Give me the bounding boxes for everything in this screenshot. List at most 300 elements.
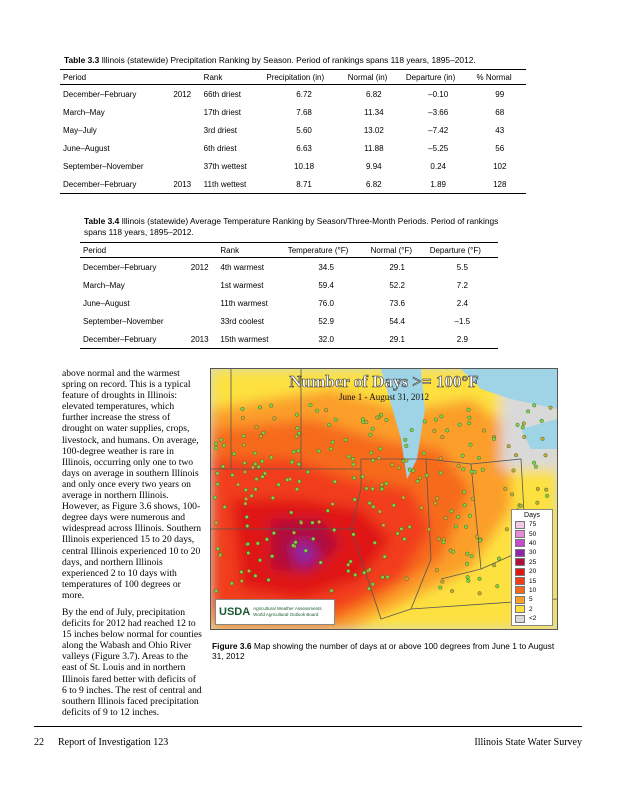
station-marker <box>240 579 244 583</box>
year-cell: 2013 <box>188 330 218 349</box>
station-marker <box>441 580 445 584</box>
year-cell <box>170 157 200 175</box>
station-marker <box>437 537 441 541</box>
departure-cell: 2.4 <box>456 298 468 308</box>
precip-cell: 6.63 <box>296 143 312 153</box>
station-marker <box>465 562 469 566</box>
departure-cell: 1.89 <box>403 175 474 194</box>
period-cell: December–February <box>80 330 188 349</box>
station-marker <box>319 561 323 565</box>
station-marker <box>255 477 259 481</box>
period-cell: March–May <box>63 107 105 117</box>
station-marker <box>327 423 331 427</box>
station-marker <box>368 501 372 505</box>
station-marker <box>464 525 468 529</box>
station-marker <box>482 429 486 433</box>
station-marker <box>425 474 429 478</box>
station-marker <box>467 421 471 425</box>
station-marker <box>496 584 500 588</box>
col-pct-normal: % Normal <box>474 70 527 85</box>
station-marker <box>289 511 293 515</box>
station-marker <box>315 409 319 413</box>
station-marker <box>378 510 382 514</box>
station-marker <box>439 471 443 475</box>
departure-cell: –7.42 <box>428 125 449 135</box>
normal-cell: 54.4 <box>389 316 405 326</box>
table-row <box>60 157 526 175</box>
station-marker <box>245 524 249 528</box>
col-departure: Departure (°F) <box>427 243 498 258</box>
station-marker <box>330 589 334 593</box>
year-cell <box>170 103 200 121</box>
station-marker <box>297 449 301 453</box>
station-marker <box>277 483 281 487</box>
legend-swatch <box>515 558 525 566</box>
table-row <box>60 139 526 157</box>
station-marker <box>288 477 292 481</box>
station-marker <box>439 457 443 461</box>
precip-cell: 10.18 <box>294 161 315 171</box>
station-marker <box>362 571 366 575</box>
station-marker <box>269 404 273 408</box>
station-marker <box>351 457 355 461</box>
figure-label: Figure 3.6 <box>212 641 252 651</box>
station-marker <box>435 568 439 572</box>
legend-label: 40 <box>529 539 537 547</box>
table-row <box>80 330 498 349</box>
station-marker <box>297 480 301 484</box>
legend-item <box>515 595 549 604</box>
station-marker <box>385 482 389 486</box>
table-row <box>60 175 526 194</box>
station-marker <box>465 552 469 556</box>
station-marker <box>295 487 299 491</box>
station-marker <box>400 527 404 531</box>
table-header-row <box>60 70 526 85</box>
station-marker <box>457 464 461 468</box>
station-marker <box>492 563 496 567</box>
station-marker <box>456 515 460 519</box>
station-marker <box>317 449 321 453</box>
station-marker <box>243 470 247 474</box>
station-marker <box>291 544 295 548</box>
legend-item <box>515 605 549 614</box>
normal-cell: 29.1 <box>389 262 405 272</box>
normal-cell: 9.94 <box>366 161 382 171</box>
station-marker <box>377 456 381 460</box>
station-marker <box>541 437 545 441</box>
station-marker <box>423 420 427 424</box>
station-marker <box>497 557 501 561</box>
station-marker <box>408 525 412 529</box>
station-marker <box>440 415 444 419</box>
legend-label: 15 <box>529 577 537 585</box>
legend-label: <2 <box>529 615 537 623</box>
station-marker <box>478 592 482 596</box>
col-normal: Normal (°F) <box>368 243 427 258</box>
departure-cell: –3.66 <box>428 107 449 117</box>
station-marker <box>240 570 244 574</box>
station-marker <box>334 418 338 422</box>
station-marker <box>258 558 262 562</box>
station-marker <box>451 550 455 554</box>
station-marker <box>461 454 465 458</box>
station-marker <box>470 554 474 558</box>
station-marker <box>311 537 315 541</box>
station-marker <box>261 475 265 479</box>
station-marker <box>243 461 247 465</box>
station-marker <box>526 410 530 414</box>
year-cell <box>188 276 218 294</box>
station-marker <box>380 483 384 487</box>
station-marker <box>512 469 516 473</box>
pct-normal-cell: 43 <box>495 125 505 135</box>
station-marker <box>463 503 467 507</box>
legend-item <box>515 548 549 557</box>
station-marker <box>418 476 422 480</box>
station-marker <box>410 428 414 432</box>
legend-label: 5 <box>529 596 533 604</box>
rank-cell: 15th warmest <box>217 330 284 349</box>
period-cell: June–August <box>63 143 110 153</box>
station-marker <box>244 502 248 506</box>
station-marker <box>470 470 474 474</box>
station-marker <box>391 463 395 467</box>
station-marker <box>254 488 258 492</box>
station-marker <box>514 453 518 457</box>
temperature-cell: 52.9 <box>318 316 334 326</box>
normal-cell: 11.34 <box>364 107 384 117</box>
station-marker <box>427 528 431 532</box>
station-marker <box>469 443 473 447</box>
table-3-3 <box>60 69 526 194</box>
legend-item <box>515 586 549 595</box>
station-marker <box>296 426 300 430</box>
station-marker <box>230 582 234 586</box>
station-marker <box>368 568 372 572</box>
station-marker <box>462 490 466 494</box>
year-cell <box>170 139 200 157</box>
station-marker <box>247 551 251 555</box>
station-marker <box>244 488 248 492</box>
station-marker <box>317 520 321 524</box>
station-marker <box>216 472 220 476</box>
table-3-4-label: Table 3.4 <box>84 216 120 226</box>
station-marker <box>420 506 424 510</box>
map-subtitle: June 1 - August 31, 2012 <box>339 392 429 402</box>
station-marker <box>522 422 526 426</box>
station-marker <box>236 483 240 487</box>
station-marker <box>381 575 385 579</box>
station-marker <box>273 417 277 421</box>
station-marker <box>367 587 371 591</box>
station-marker <box>492 437 496 441</box>
station-marker <box>271 496 275 500</box>
col-period: Period <box>60 70 201 85</box>
col-rank: Rank <box>201 70 264 85</box>
station-marker <box>383 555 387 559</box>
station-marker <box>219 438 223 442</box>
departure-cell: 0.24 <box>430 161 446 171</box>
station-marker <box>221 465 225 469</box>
rank-cell: 6th driest <box>203 143 237 153</box>
normal-cell: 6.82 <box>345 175 403 194</box>
station-marker <box>269 456 273 460</box>
station-marker <box>245 515 249 519</box>
year-cell: 2012 <box>173 89 192 99</box>
station-marker <box>247 569 251 573</box>
period-cell: September–November <box>63 161 144 171</box>
period-cell: June–August <box>83 298 130 308</box>
station-marker <box>405 577 409 581</box>
pct-normal-cell: 68 <box>495 107 505 117</box>
station-marker <box>540 419 544 423</box>
station-marker <box>521 426 525 430</box>
station-marker <box>258 406 262 410</box>
station-marker <box>216 482 220 486</box>
rank-cell: 11th wettest <box>201 175 264 194</box>
legend-swatch <box>515 568 525 576</box>
station-marker <box>371 487 375 491</box>
station-marker <box>467 408 471 412</box>
station-marker <box>256 542 260 546</box>
station-marker <box>468 514 472 518</box>
station-marker <box>519 504 523 508</box>
station-marker <box>250 494 254 498</box>
station-marker <box>246 542 250 546</box>
period-cell: December–February <box>83 262 157 272</box>
year-cell <box>188 294 218 312</box>
station-marker <box>297 432 301 436</box>
period-cell: December–February <box>63 89 137 99</box>
col-departure: Departure (in) <box>403 70 474 85</box>
station-marker <box>232 452 236 456</box>
rank-cell: 3rd driest <box>203 125 238 135</box>
station-marker <box>380 487 384 491</box>
precip-cell: 8.71 <box>263 175 344 194</box>
station-marker <box>331 502 335 506</box>
station-marker <box>347 569 351 573</box>
rank-cell: 4th warmest <box>220 262 264 272</box>
station-marker <box>373 541 377 545</box>
station-marker <box>403 537 407 541</box>
station-marker <box>353 498 357 502</box>
normal-cell: 13.02 <box>363 125 384 135</box>
footer-agency: Illinois State Water Survey <box>474 737 582 748</box>
year-cell: 2013 <box>170 175 200 194</box>
station-marker <box>295 413 299 417</box>
period-cell: December–February <box>60 175 170 194</box>
station-marker <box>352 476 356 480</box>
rank-cell: 33rd coolest <box>220 316 264 326</box>
station-marker <box>450 589 454 593</box>
table-row <box>60 121 526 139</box>
station-marker <box>382 523 386 527</box>
station-marker <box>505 528 509 532</box>
station-marker <box>405 459 409 463</box>
station-marker <box>392 504 396 508</box>
station-marker <box>347 455 351 459</box>
station-marker <box>333 480 337 484</box>
rank-cell: 37th wettest <box>203 161 247 171</box>
station-marker <box>408 468 412 472</box>
station-marker <box>536 501 540 505</box>
usda-logo-text: USDA <box>219 606 251 618</box>
station-marker <box>477 456 481 460</box>
station-marker <box>270 554 274 558</box>
table-3-3-label: Table 3.3 <box>64 55 100 65</box>
col-rank: Rank <box>217 243 284 258</box>
rank-cell: 11th warmest <box>220 298 268 308</box>
table-3-4-caption <box>84 216 504 238</box>
legend-swatch <box>515 605 525 613</box>
station-marker <box>349 560 353 564</box>
precip-cell: 7.68 <box>296 107 312 117</box>
legend-swatch <box>515 596 525 604</box>
footer-rule <box>34 726 582 727</box>
station-marker <box>260 460 264 464</box>
legend-label: 25 <box>529 558 537 566</box>
station-marker <box>292 531 296 535</box>
station-marker <box>294 541 298 545</box>
legend-label: 30 <box>529 549 537 557</box>
temperature-cell: 59.4 <box>318 280 334 290</box>
legend-item <box>515 558 549 567</box>
station-marker <box>475 535 479 539</box>
station-marker <box>458 423 462 427</box>
table-header-row <box>80 243 498 258</box>
pct-normal-cell: 99 <box>495 89 505 99</box>
station-marker <box>365 487 369 491</box>
station-marker <box>253 451 257 455</box>
days-100f-map <box>211 369 557 629</box>
map-title: Number of Days >= 100°F <box>289 372 479 391</box>
station-marker <box>254 574 258 578</box>
figure-caption <box>212 641 558 661</box>
station-marker <box>309 403 313 407</box>
station-marker <box>214 446 218 450</box>
temperature-cell: 32.0 <box>285 330 368 349</box>
station-marker <box>397 466 401 470</box>
legend-label: 2 <box>529 605 533 613</box>
pct-normal-cell: 56 <box>495 143 505 153</box>
station-marker <box>504 487 508 491</box>
station-marker <box>462 467 466 471</box>
station-marker <box>442 540 446 544</box>
normal-cell: 52.2 <box>389 280 405 290</box>
figure-caption-text: Map showing the number of days at or above 100 degrees from June 1 to August 31, 2012 <box>212 641 555 661</box>
station-marker <box>371 582 375 586</box>
station-marker <box>222 444 226 448</box>
station-marker <box>471 497 475 501</box>
station-marker <box>306 470 310 474</box>
station-marker <box>304 549 308 553</box>
temperature-cell: 76.0 <box>318 298 334 308</box>
table-row <box>80 276 498 294</box>
station-marker <box>396 532 400 536</box>
station-marker <box>344 438 348 442</box>
legend-item <box>515 529 549 538</box>
station-marker <box>532 461 536 465</box>
station-marker <box>433 429 437 433</box>
legend-swatch <box>515 549 525 557</box>
station-marker <box>241 407 245 411</box>
rank-cell: 66th driest <box>203 89 242 99</box>
station-marker <box>385 418 389 422</box>
station-marker <box>259 435 263 439</box>
station-marker <box>510 493 514 497</box>
station-marker <box>444 516 448 520</box>
station-marker <box>311 521 315 525</box>
table-row <box>80 312 498 330</box>
station-marker <box>371 427 375 431</box>
station-marker <box>290 461 294 465</box>
station-marker <box>516 423 520 427</box>
period-cell: September–November <box>83 316 164 326</box>
station-marker <box>352 463 356 467</box>
station-marker <box>435 497 439 501</box>
station-marker <box>214 442 218 446</box>
station-marker <box>262 431 266 435</box>
table-3-4 <box>80 242 498 349</box>
table-row <box>60 85 526 104</box>
legend-swatch <box>515 530 525 538</box>
legend-item <box>515 576 549 585</box>
legend-swatch <box>515 577 525 585</box>
station-marker <box>369 433 373 437</box>
station-marker <box>223 505 227 509</box>
station-marker <box>361 475 365 479</box>
station-marker <box>332 528 336 532</box>
table-3-3-caption <box>64 55 564 66</box>
page-number: 22 <box>34 737 44 748</box>
station-marker <box>434 502 438 506</box>
logo-caption-1: Agricultural Weather Assessments <box>253 606 322 611</box>
station-marker <box>545 494 549 498</box>
station-marker <box>241 416 245 420</box>
station-marker <box>272 531 276 535</box>
legend-item <box>515 520 549 529</box>
station-marker <box>213 496 217 500</box>
normal-cell: 6.82 <box>366 89 382 99</box>
year-cell: 2012 <box>190 262 209 272</box>
station-marker <box>244 497 248 501</box>
station-marker <box>467 579 471 583</box>
period-cell: March–May <box>83 280 125 290</box>
station-marker <box>544 488 548 492</box>
station-marker <box>441 435 445 439</box>
legend-swatch <box>515 539 525 547</box>
station-marker <box>468 416 472 420</box>
station-marker <box>263 472 267 476</box>
departure-cell: –0.10 <box>428 89 449 99</box>
station-marker <box>386 575 390 579</box>
station-marker <box>478 539 482 543</box>
station-marker <box>324 408 328 412</box>
station-marker <box>371 459 375 463</box>
table-3-4-caption-text: Illinois (statewide) Average Temperature Ranking by Season/Three-Month Periods. Period of rankings spans 118 years, 1895–2012. <box>84 216 499 237</box>
station-marker <box>251 466 255 470</box>
station-marker <box>353 573 357 577</box>
station-marker <box>369 451 373 455</box>
map-legend <box>511 509 553 626</box>
temperature-cell: 34.5 <box>318 262 334 272</box>
col-period: Period <box>80 243 217 258</box>
station-marker <box>450 509 454 513</box>
station-marker <box>255 426 259 430</box>
station-marker <box>372 505 376 509</box>
legend-label: 50 <box>529 530 537 538</box>
